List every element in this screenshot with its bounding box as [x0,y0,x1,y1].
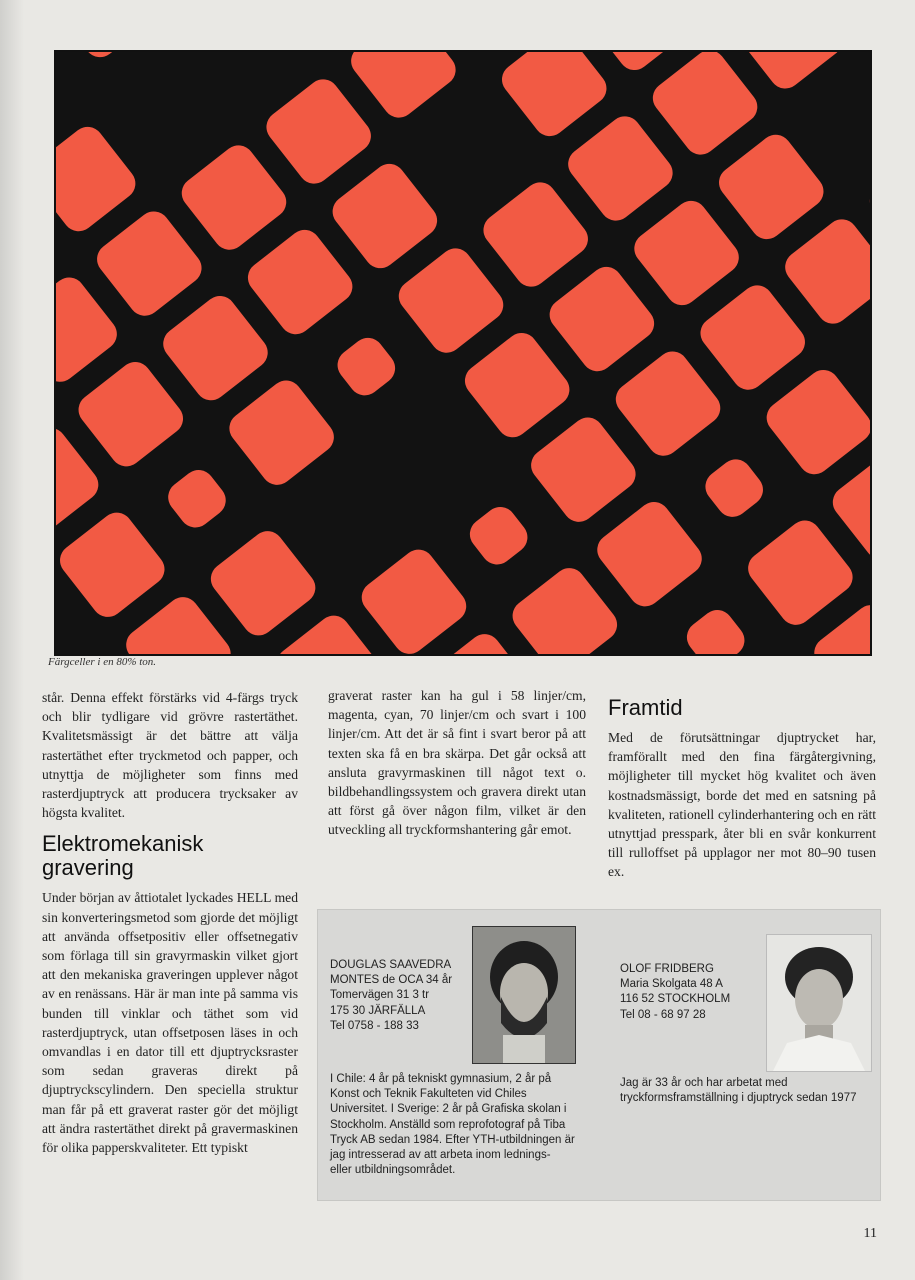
heading-electromechanical [42,832,298,880]
color-cells-figure [54,50,872,656]
page-edge-shadow [0,0,24,1280]
person-1-photo [472,926,576,1064]
column-2 [328,686,586,846]
person-1-address-line: Tomervägen 31 3 tr [330,989,430,1002]
person-1-address-line: Tel 0758 - 188 33 [330,1019,419,1032]
col2-body-paragraph: graverat raster kan ha gul i 58 linjer/cm, magenta, cyan, 70 linjer/cm och svart i 100 linjer/cm. Att det är så fint i svart beror på att texten ska få en bra skärpa. Det går också att ansluta gravyrmaskinen till något text o. bildbehandlingssystem och gravera direkt utan att först gå över någon film, vilket är den utveckling all tryckformshantering går emot. [328,688,586,838]
column-1 [42,688,298,1163]
column-3 [608,696,876,888]
col1-intro-paragraph: står. Denna effekt förstärks vid 4-färgs tryck och blir tydligare vid grövre rastertäthet. Kvalitetsmässigt är det bättre att välja rastertäthet efter tryckmetod och papper, och utnyttja de möjligheter som finns med rasterdjuptryck att producera trycksaker av högsta kvalitet. [42,690,298,821]
author-info-box [317,909,881,1201]
person-1-bio: I Chile: 4 år på tekniskt gymnasium, 2 år på Konst och Teknik Fakulteten vid Chiles Universitet. I Sverige: 2 år på Grafiska skolan i Stockholm. Anställd som reprofotograf på Tiba Tryck AB sedan 1984. Efter YTH-utbildningen är jag intresserad av att arbeta inom lednings- eller utbildningsområdet. [330,1073,575,1177]
person-1-contact [330,958,480,1034]
heading-electro-line1: Elektromekanisk [42,831,204,857]
person-2-name: OLOF FRIDBERG [620,963,714,975]
figure-caption: Färgceller i en 80% ton. [48,656,157,668]
heading-future: Framtid [608,695,683,720]
person-1-address-line: MONTES de OCA 34 år [330,974,453,987]
col3-body-paragraph: Med de förutsättningar djuptrycket har, framförallt med den fina färgåtergivning, möjligheter till mycket hög kvalitet och även kostnadsmässigt, borde det med en satsning på kvaliteten, rationell cylinderhantering och en rätt utnyttjad presspark, åter bli en svår konkurrent till rulloffset på upplagor ner mot 80–90 tusen ex. [608,730,876,880]
person-1-address-line: 175 30 JÄRFÄLLA [330,1004,426,1017]
person-2-address-line: Maria Skolgata 48 A [620,978,723,991]
page-number: 11 [863,1226,877,1241]
person-2-address-line: Tel 08 - 68 97 28 [620,1008,706,1021]
color-cells-image [56,52,870,654]
person-2-contact [620,962,770,1023]
person-2-address-line: 116 52 STOCKHOLM [620,993,731,1006]
person-2-bio: Jag är 33 år och har arbetat med tryckformsframställning i djuptryck sedan 1977 [620,1077,857,1105]
person-2-photo [766,934,872,1072]
heading-electro-line2: gravering [42,855,134,881]
person-1-name: DOUGLAS SAAVEDRA [330,959,452,971]
col1-body-paragraph: Under början av åttiotalet lyckades HELL med sin konverteringsmetod som gjorde det möjligt att använda offsetpositiv eller offsetnegativ som förlaga till sin gravyrmaskin vilket gjort att den mekaniska graveringen upplever något av en renässans. Här är man inte på samma vis bunden till vinklar och täthet som vid rasterdjuptryck, utan offsetposen läses in och omvandlas i en dator till ett djuptrycksraster som sedan graveras direkt på djuptryckscylindern. Den speciella struktur man får på ett graverat raster gör det möjligt att ändra rastertäthet direkt på gravermaskinen för olika papperskvaliteter. Ett typiskt [42,890,298,1156]
